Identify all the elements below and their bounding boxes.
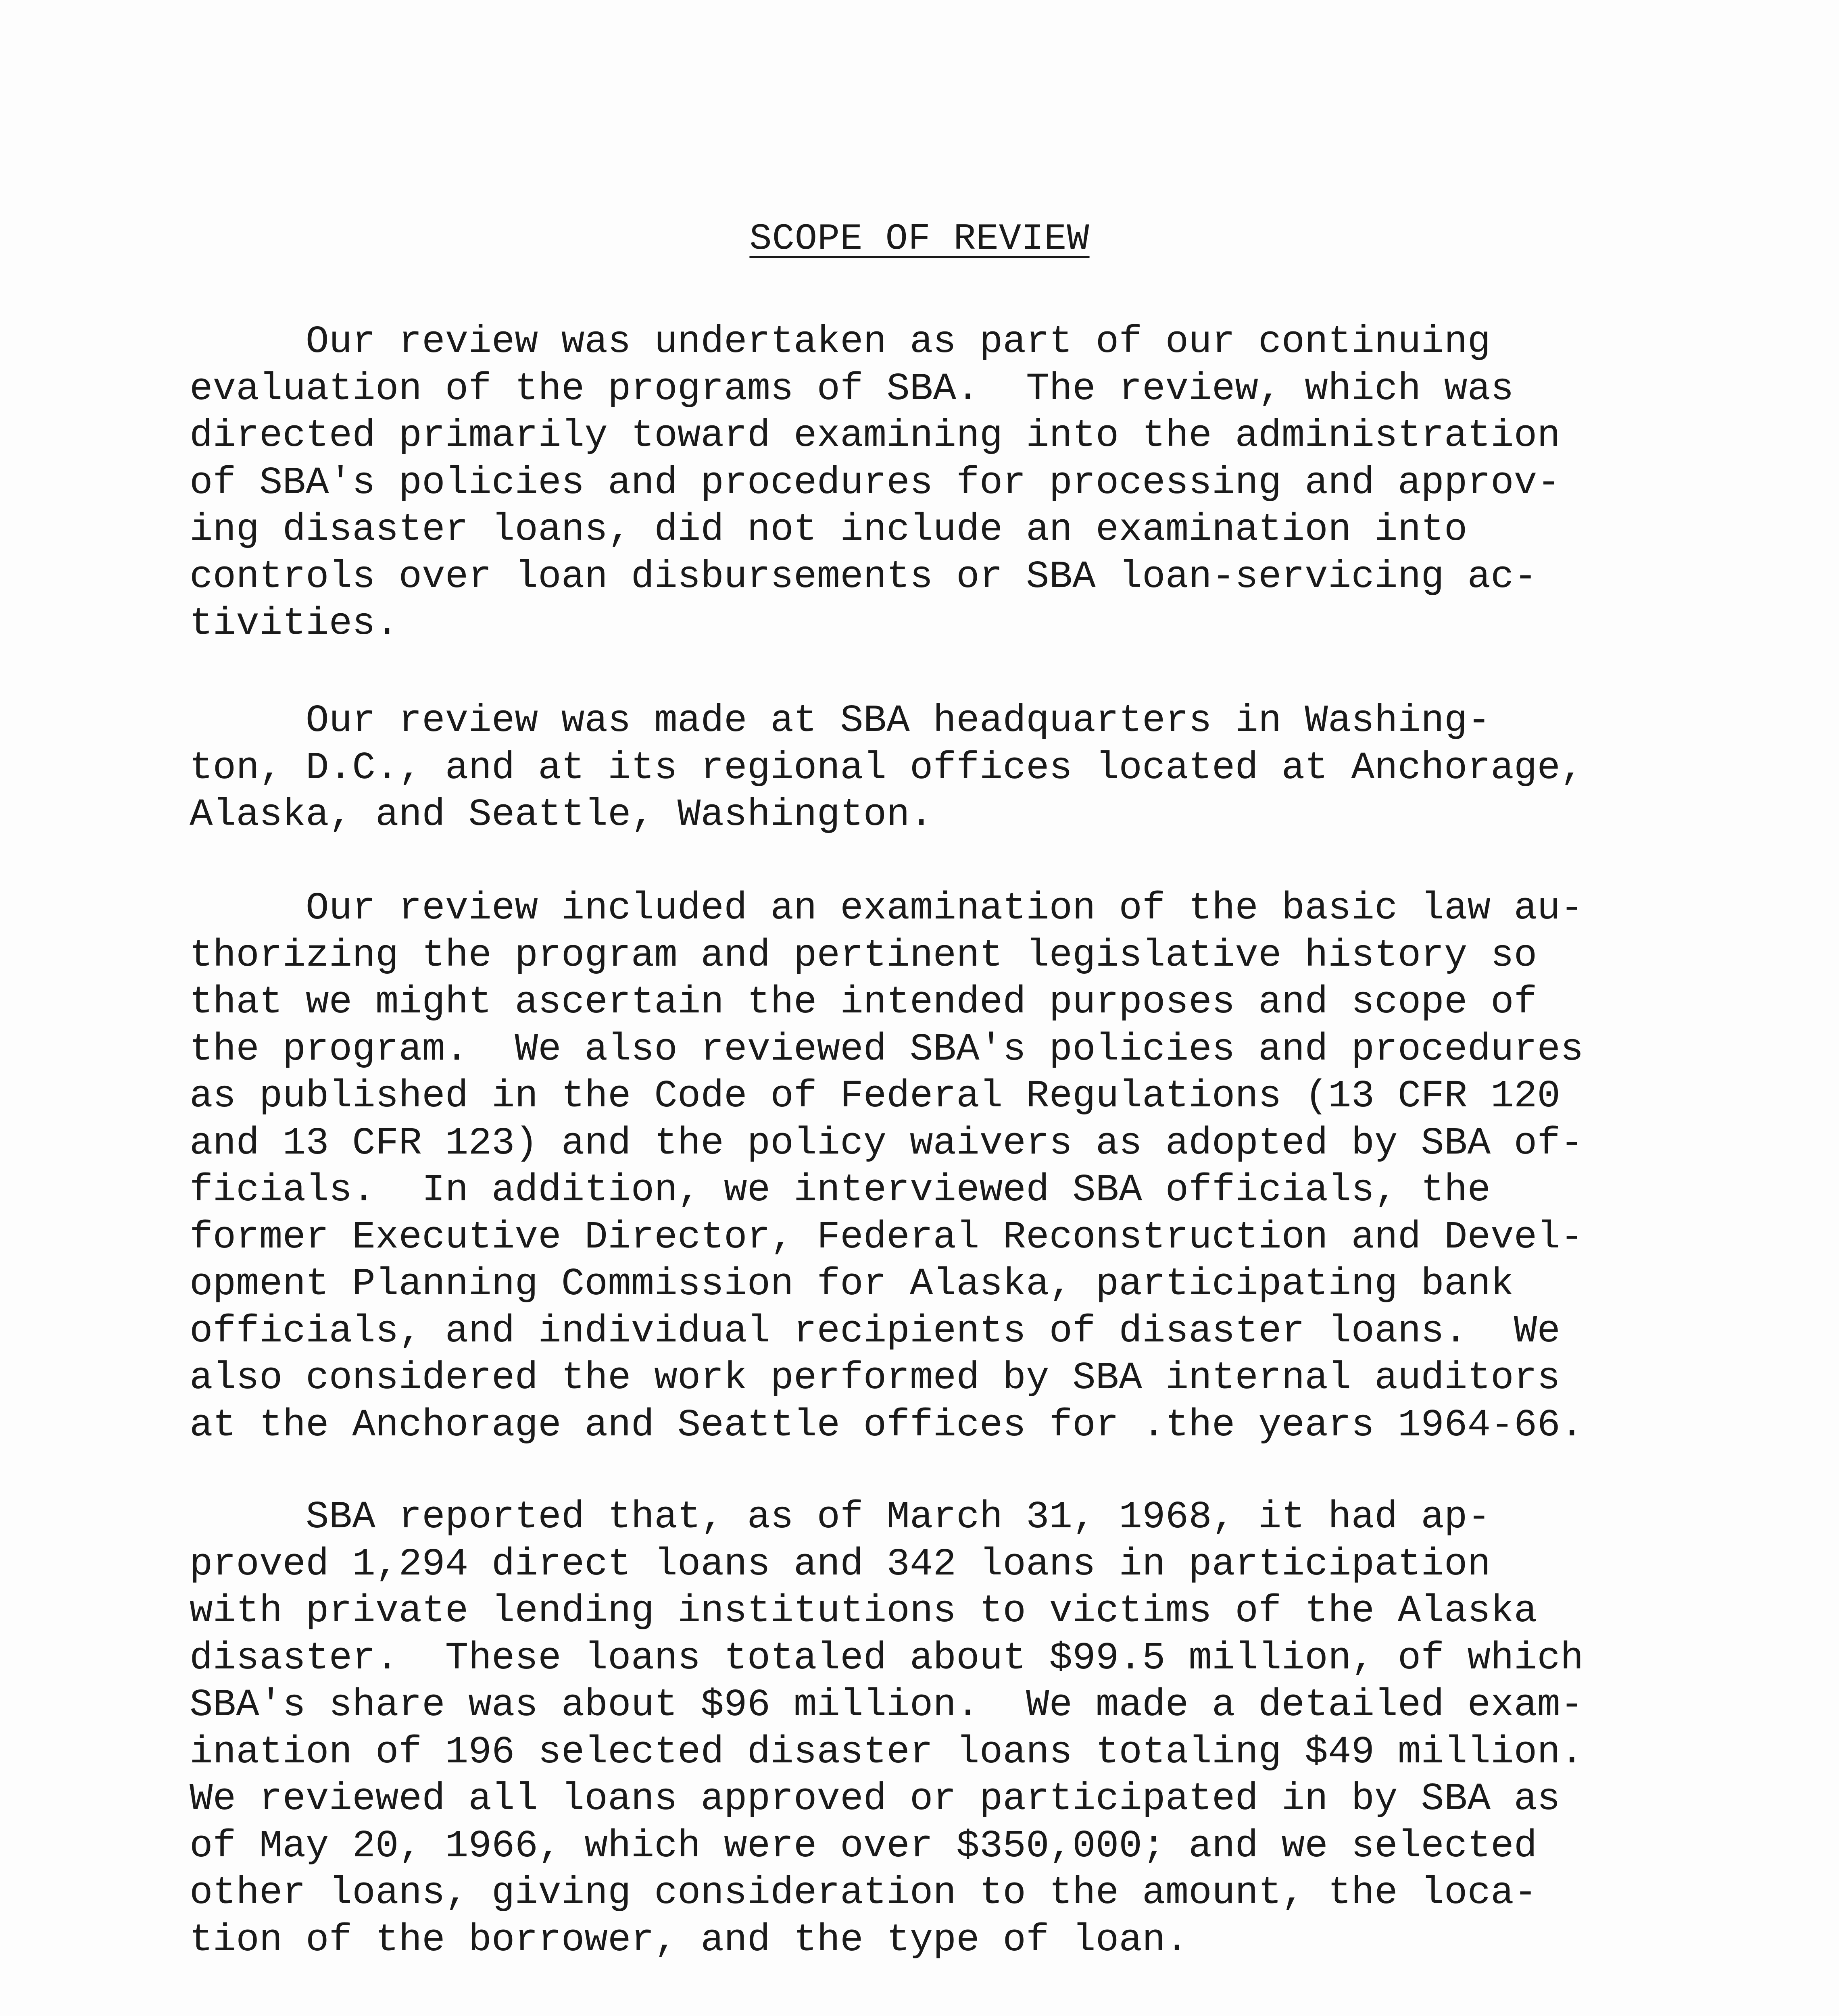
- text-line: ficials. In addition, we interviewed SBA officials, the: [190, 1168, 1491, 1212]
- text-line: directed primarily toward examining into the administration: [190, 414, 1560, 458]
- text-line: ton, D.C., and at its regional offices located at Anchorage,: [190, 746, 1584, 790]
- text-line: also considered the work performed by SBA internal auditors: [190, 1356, 1560, 1400]
- text-line: as published in the Code of Federal Regulations (13 CFR 120: [190, 1074, 1560, 1118]
- text-line: that we might ascertain the intended purposes and scope of: [190, 980, 1537, 1024]
- text-line: We reviewed all loans approved or participated in by SBA as: [190, 1777, 1560, 1821]
- text-line: ing disaster loans, did not include an examination into: [190, 508, 1468, 552]
- text-line: controls over loan disbursements or SBA loan-servicing ac-: [190, 554, 1537, 599]
- text-line: of SBA's policies and procedures for processing and approv-: [190, 460, 1560, 505]
- page-title: SCOPE OF REVIEW: [749, 218, 1090, 260]
- paragraph-examination: [190, 885, 1690, 1449]
- text-line: evaluation of the programs of SBA. The review, which was: [190, 367, 1514, 411]
- text-line: and 13 CFR 123) and the policy waivers as adopted by SBA of-: [190, 1121, 1584, 1165]
- text-line: former Executive Director, Federal Reconstruction and Devel-: [190, 1215, 1584, 1259]
- text-line: thorizing the program and pertinent legislative history so: [190, 933, 1537, 977]
- text-line: Our review was undertaken as part of our continuing: [190, 320, 1491, 364]
- paragraph-scope: [190, 319, 1690, 648]
- text-line: with private lending institutions to victims of the Alaska: [190, 1589, 1537, 1633]
- text-line: disaster. These loans totaled about $99.5 million, of which: [190, 1636, 1584, 1680]
- text-line: tivities.: [190, 602, 399, 646]
- text-line: Alaska, and Seattle, Washington.: [190, 793, 933, 837]
- text-line: SBA reported that, as of March 31, 1968, it had ap-: [190, 1495, 1491, 1539]
- text-line: Our review included an examination of the basic law au-: [190, 886, 1584, 930]
- text-line: tion of the borrower, and the type of loan.: [190, 1918, 1189, 1962]
- text-line: at the Anchorage and Seattle offices for .the years 1964-66.: [190, 1403, 1584, 1447]
- text-line: of May 20, 1966, which were over $350,000; and we selected: [190, 1824, 1537, 1868]
- text-line: proved 1,294 direct loans and 342 loans in participation: [190, 1542, 1491, 1586]
- text-line: Our review was made at SBA headquarters in Washing-: [190, 699, 1491, 743]
- text-line: opment Planning Commission for Alaska, participating bank: [190, 1262, 1514, 1306]
- text-line: SBA's share was about $96 million. We made a detailed exam-: [190, 1683, 1584, 1727]
- text-line: ination of 196 selected disaster loans totaling $49 million.: [190, 1730, 1584, 1774]
- paragraph-locations: [190, 698, 1690, 839]
- text-line: the program. We also reviewed SBA's policies and procedures: [190, 1027, 1584, 1071]
- text-line: officials, and individual recipients of disaster loans. We: [190, 1309, 1560, 1353]
- paragraph-loans: [190, 1494, 1690, 1964]
- text-line: other loans, giving consideration to the amount, the loca-: [190, 1871, 1537, 1915]
